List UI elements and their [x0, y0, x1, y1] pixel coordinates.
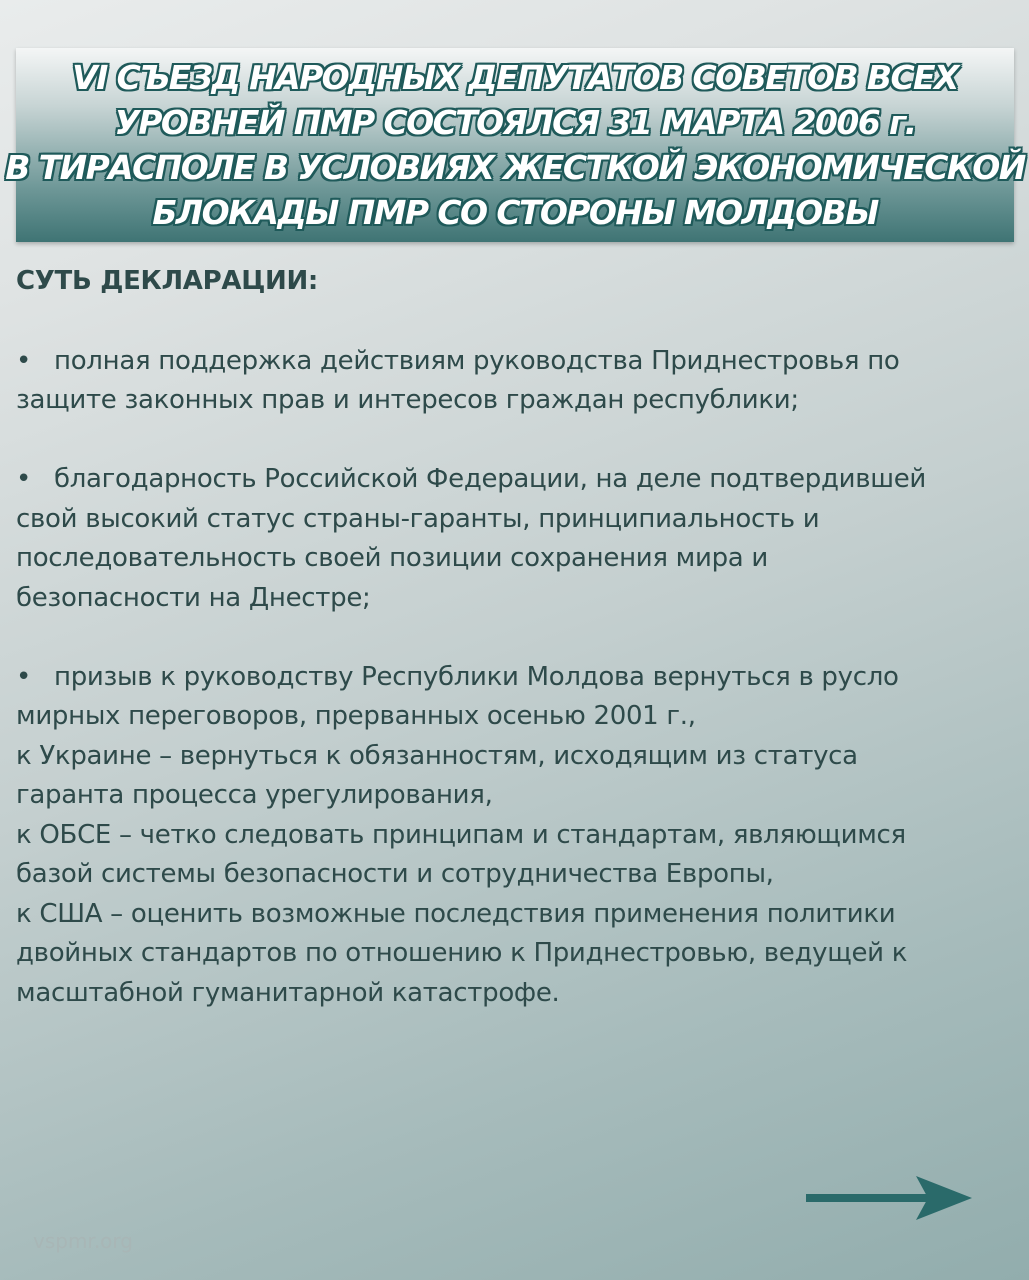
list-item: [16, 460, 1016, 618]
item-line: масштабной гуманитарной катастрофе.: [16, 977, 560, 1008]
section-heading: СУТЬ ДЕКЛАРАЦИИ:: [16, 266, 319, 296]
item-line: базой системы безопасности и сотрудничества Европы,: [16, 859, 774, 889]
item-line: полная поддержка действиям руководства Приднестровья по: [54, 345, 900, 376]
item-line: к ОБСЕ – четко следовать принципам и стандартам, являющимся: [16, 819, 906, 850]
bullet: •: [16, 661, 32, 692]
arrow-right-icon: [804, 1170, 976, 1230]
item-line: к Украине – вернуться к обязанностям, исходящим из статуса: [16, 740, 858, 771]
item-line: призыв к руководству Республики Молдова вернуться в русло: [54, 661, 899, 692]
banner-title: [5, 55, 1025, 235]
item-line: мирных переговоров, прерванных осенью 2001 г.,: [16, 701, 696, 731]
banner-title-line: В ТИРАСПОЛЕ В УСЛОВИЯХ ЖЕСТКОЙ ЭКОНОМИЧЕСКОЙ: [5, 148, 1025, 187]
next-button[interactable]: [804, 1170, 976, 1230]
declaration-content: [16, 262, 1016, 1013]
item-line: двойных стандартов по отношению к Приднестровью, ведущей к: [16, 938, 908, 968]
banner-title-line: VI СЪЕЗД НАРОДНЫХ ДЕПУТАТОВ СОВЕТОВ ВСЕХ: [72, 58, 958, 97]
item-line: последовательность своей позиции сохранения мира и: [16, 543, 768, 573]
item-line: защите законных прав и интересов граждан республики;: [16, 385, 799, 415]
bullet: •: [16, 464, 32, 494]
item-line: благодарность Российской Федерации, на деле подтвердившей: [54, 464, 927, 494]
site-watermark: vspmr.org: [33, 1229, 133, 1253]
item-line: к США – оценить возможные последствия применения политики: [16, 898, 896, 929]
item-line: свой высокий статус страны-гаранты, принципиальность и: [16, 503, 820, 534]
banner-title-line: БЛОКАДЫ ПМР СО СТОРОНЫ МОЛДОВЫ: [152, 193, 878, 232]
item-line: гаранта процесса урегулирования,: [16, 780, 493, 810]
banner-title-line: УРОВНЕЙ ПМР СОСТОЯЛСЯ 31 МАРТА 2006 г.: [114, 103, 916, 142]
item-line: безопасности на Днестре;: [16, 582, 371, 613]
list-item: [16, 658, 1016, 1014]
bullet: •: [16, 345, 32, 376]
title-banner: [5, 48, 1025, 242]
list-item: [16, 342, 1016, 421]
